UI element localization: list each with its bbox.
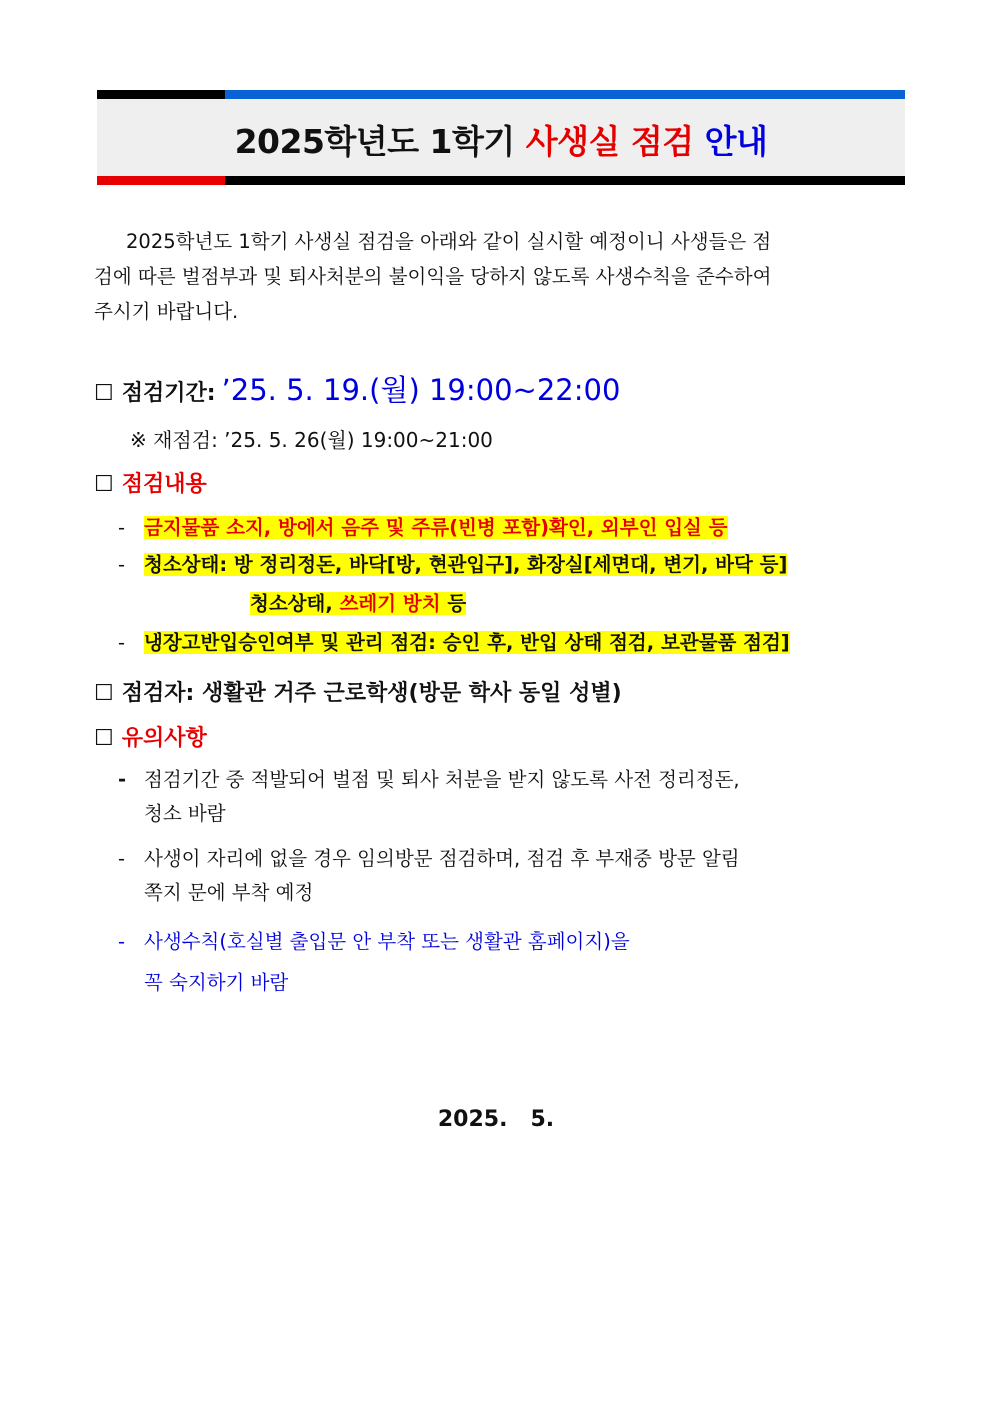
intro-line-3: 주시기 바랍니다. bbox=[94, 300, 239, 323]
content-item-3-text: 냉장고반입승인여부 및 관리 점검: 승인 후, 반입 상태 점검, 보관물품 점검] bbox=[144, 631, 790, 654]
dash-icon: - bbox=[118, 516, 126, 539]
notes-item-3-line-1: 사생수칙(호실별 출입문 안 부착 또는 생활관 홈페이지)을 bbox=[144, 930, 630, 953]
intro-line-2: 검에 따른 벌점부과 및 퇴사처분의 불이익을 당하지 않도록 사생수칙을 준수하여 bbox=[94, 265, 772, 288]
notes-item-3 bbox=[118, 921, 630, 1003]
title-part-2: 사생실 점검 bbox=[525, 122, 694, 161]
content-item-3 bbox=[118, 627, 790, 655]
title-bar-top-blue bbox=[225, 90, 905, 99]
section-period bbox=[94, 368, 620, 409]
title-bar-top-black bbox=[97, 90, 225, 99]
content-item-2-cont-c: 등 bbox=[447, 592, 467, 615]
checkbox-icon: ☐ bbox=[94, 472, 114, 497]
content-item-2-cont bbox=[250, 588, 466, 616]
notes-item-2-line-2: 쪽지 문에 부착 예정 bbox=[144, 881, 314, 904]
dash-icon: - bbox=[118, 631, 126, 654]
checkbox-icon: ☐ bbox=[94, 726, 114, 751]
title-bar-bottom-red bbox=[97, 176, 225, 185]
content-item-2-cont-b: 쓰레기 방치 bbox=[339, 592, 441, 615]
footer-date: 2025. 5. bbox=[437, 1107, 555, 1132]
title-bar-bottom-black bbox=[225, 176, 905, 185]
title-part-1: 2025학년도 1학기 bbox=[234, 122, 515, 161]
checkbox-icon: ☐ bbox=[94, 381, 114, 406]
content-item-2 bbox=[118, 549, 787, 577]
page-title bbox=[97, 116, 905, 163]
content-item-2-text: 청소상태: 방 정리정돈, 바닥[방, 현관입구], 화장실[세면대, 변기, 바닥 등] bbox=[144, 553, 788, 576]
period-label: 점검기간: bbox=[121, 381, 216, 406]
notes-item-3-line-2: 꼭 숙지하기 바람 bbox=[144, 971, 289, 994]
section-notes bbox=[94, 721, 207, 752]
dash-icon: - bbox=[118, 768, 127, 791]
inspector-text: 점검자: 생활관 거주 근로학생(방문 학사 동일 성별) bbox=[121, 681, 622, 706]
content-item-1-text: 금지물품 소지, 방에서 음주 및 주류(빈병 포함)확인, 외부인 입실 등 bbox=[144, 516, 728, 539]
section-content bbox=[94, 467, 207, 498]
notes-item-2-line-1: 사생이 자리에 없을 경우 임의방문 점검하며, 점검 후 부재중 방문 알림 bbox=[144, 847, 740, 870]
intro-paragraph bbox=[94, 224, 898, 329]
notes-item-2 bbox=[118, 842, 740, 910]
recheck-line: ※ 재점검: ’25. 5. 26(월) 19:00~21:00 bbox=[130, 428, 493, 452]
notes-item-1-line-1: 점검기간 중 적발되어 벌점 및 퇴사 처분을 받지 않도록 사전 정리정돈, bbox=[144, 768, 740, 791]
dash-icon: - bbox=[118, 847, 126, 870]
dash-icon: - bbox=[118, 553, 126, 576]
dash-icon: - bbox=[118, 930, 126, 953]
notes-item-1-line-2: 청소 바람 bbox=[144, 802, 226, 825]
content-item-2-cont-a: 청소상태, bbox=[250, 592, 333, 615]
notes-item-1 bbox=[118, 763, 740, 831]
section-inspector bbox=[94, 676, 622, 707]
content-item-1 bbox=[118, 512, 728, 540]
notes-label: 유의사항 bbox=[121, 726, 207, 751]
period-value: ’25. 5. 19.(월) 19:00~22:00 bbox=[221, 373, 621, 407]
content-label: 점검내용 bbox=[121, 472, 207, 497]
intro-line-1: 2025학년도 1학기 사생실 점검을 아래와 같이 실시할 예정이니 사생들은 점 bbox=[126, 230, 772, 253]
title-part-3: 안내 bbox=[704, 122, 768, 161]
title-banner bbox=[97, 90, 905, 185]
checkbox-icon: ☐ bbox=[94, 681, 114, 706]
